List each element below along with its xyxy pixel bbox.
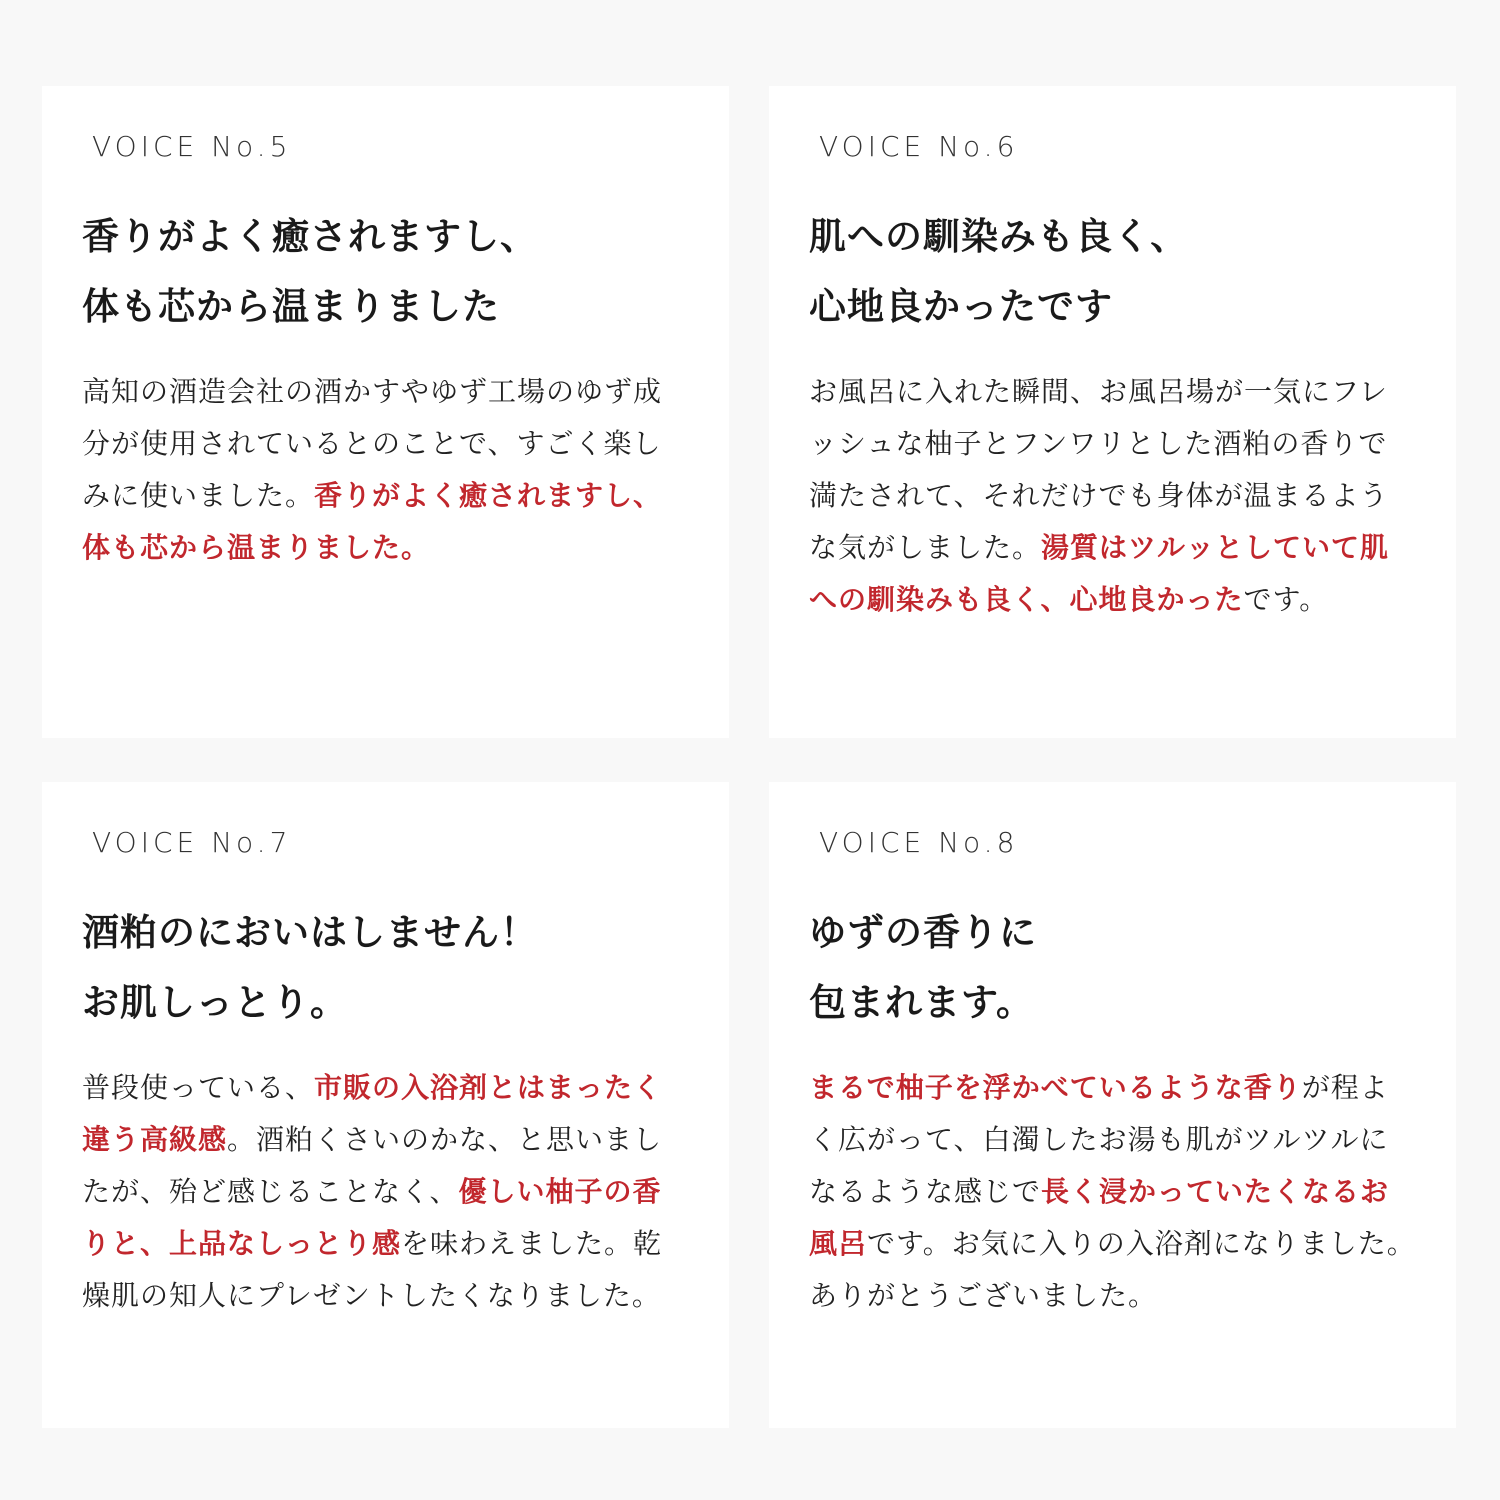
voice-body bbox=[82, 366, 689, 574]
highlighted-text: 香りがよく癒されますし、体も芯から温まりました。 bbox=[82, 479, 663, 564]
voice-headline bbox=[809, 898, 1416, 1038]
body-text-segment: です。 bbox=[1243, 583, 1329, 616]
body-text-segment: 高知の酒造会社の酒かすやゆず工場のゆず成分が使用されているとのことで、すごく楽しみに使いました。 bbox=[82, 375, 663, 512]
highlighted-text: まるで柚子を浮かべているような香り bbox=[809, 1071, 1302, 1104]
body-text-segment: を味わえました。乾燥肌の知人にプレゼントしたくなりました。 bbox=[82, 1227, 663, 1312]
headline-line: お肌しっとり。 bbox=[82, 981, 348, 1024]
body-text-segment: 。酒粕くさいのかな、と思いましたが、殆ど感じることなく、 bbox=[82, 1123, 663, 1208]
body-text-segment: です。お気に入りの入浴剤になりました。ありがとうございました。 bbox=[809, 1227, 1416, 1312]
headline-line: 酒粕のにおいはしません！ bbox=[82, 911, 538, 954]
headline-line: 心地良かったです bbox=[809, 285, 1113, 328]
highlighted-text: 市販の入浴剤とはまったく違う高級感 bbox=[82, 1071, 663, 1156]
voice-headline bbox=[809, 202, 1416, 342]
voice-body bbox=[809, 366, 1416, 626]
voice-label: VOICE No.5 bbox=[92, 130, 292, 163]
body-text-segment: が程よく広がって、白濁したお湯も肌がツルツルになるような感じで bbox=[809, 1071, 1389, 1208]
voice-body bbox=[809, 1062, 1416, 1322]
voice-card-5 bbox=[42, 86, 729, 738]
body-text-segment: お風呂に入れた瞬間、お風呂場が一気にフレッシュな柚子とフンワリとした酒粕の香りで満たされて、それだけでも身体が温まるような気がしました。 bbox=[809, 375, 1389, 564]
headline-line: 包まれます。 bbox=[809, 981, 1035, 1024]
headline-line: ゆずの香りに bbox=[809, 911, 1037, 954]
voice-headline bbox=[82, 202, 689, 342]
voice-body bbox=[82, 1062, 689, 1322]
voice-card-8 bbox=[769, 782, 1456, 1428]
highlighted-text: 湯質はツルッとしていて肌への馴染みも良く、心地良かった bbox=[809, 531, 1390, 616]
headline-line: 肌への馴染みも良く、 bbox=[809, 215, 1189, 258]
headline-line: 香りがよく癒されますし、 bbox=[82, 215, 538, 258]
highlighted-text: 長く浸かっていたくなるお風呂 bbox=[809, 1175, 1390, 1260]
voice-card-6 bbox=[769, 86, 1456, 738]
voice-card-7 bbox=[42, 782, 729, 1428]
voice-headline bbox=[82, 898, 689, 1038]
highlighted-text: 優しい柚子の香りと、上品なしっとり感 bbox=[82, 1175, 662, 1260]
voice-label: VOICE No.6 bbox=[819, 130, 1019, 163]
headline-line: 体も芯から温まりました bbox=[82, 285, 500, 328]
voice-label: VOICE No.7 bbox=[92, 826, 292, 859]
body-text-segment: 普段使っている、 bbox=[82, 1071, 315, 1104]
voice-label: VOICE No.8 bbox=[819, 826, 1019, 859]
